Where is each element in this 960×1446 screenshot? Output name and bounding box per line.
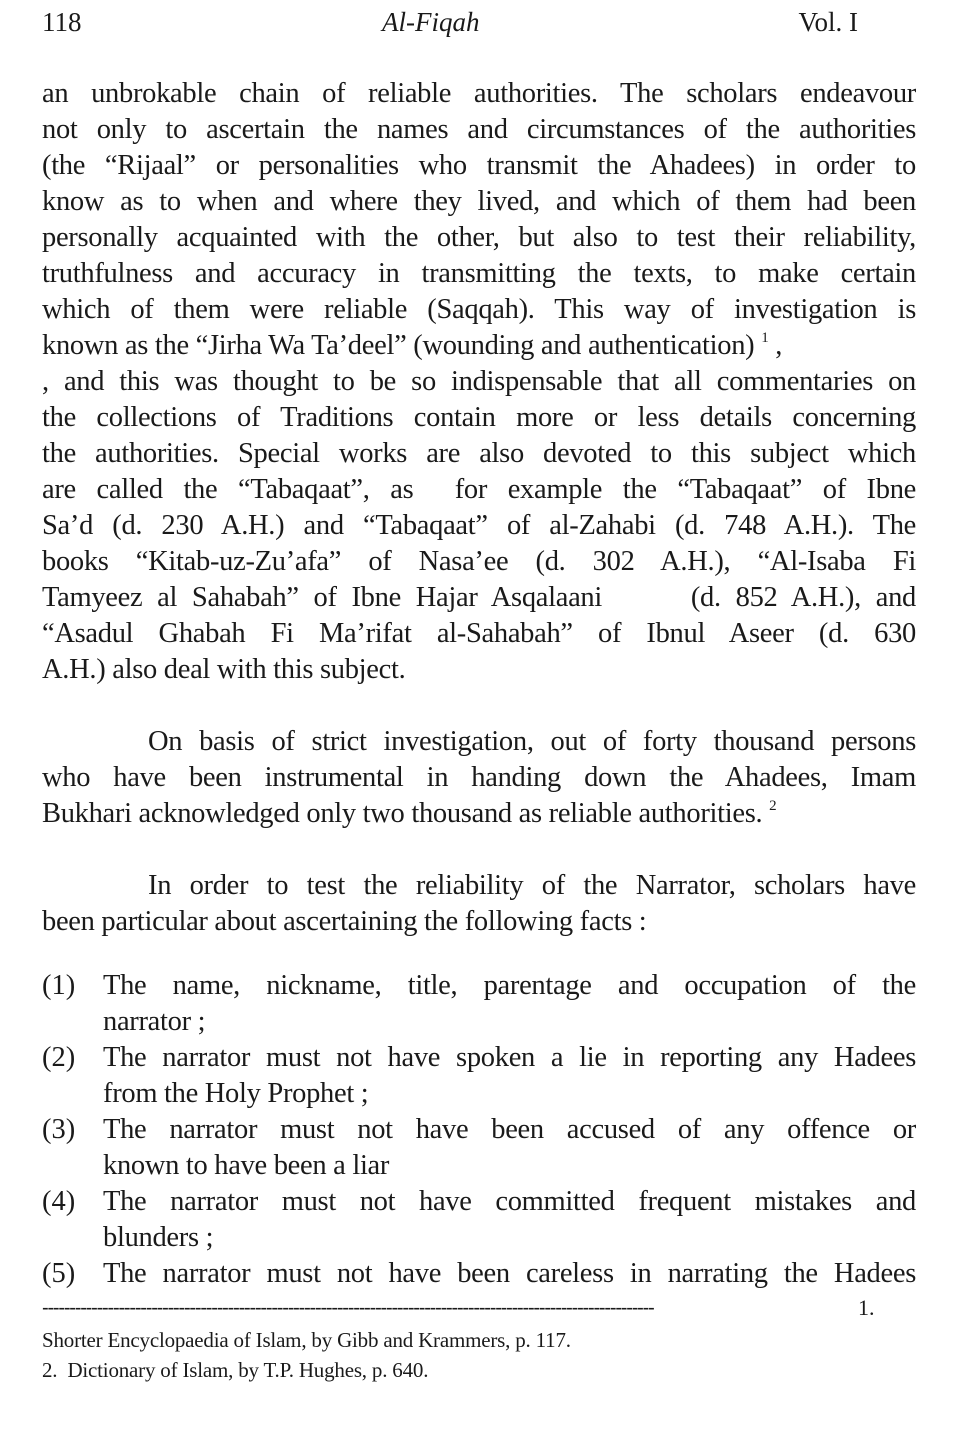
list-text: The name, nickname, title, parentage and occupation of the [103,970,916,1001]
book-title: Al-Fiqah [382,7,480,37]
list-text: blunders ; [103,1222,214,1253]
punctuation: , [775,330,783,361]
text-line: , and this was thought to be so indispensable that all commentaries on [42,366,916,397]
list-text: The narrator must not have been accused of any offence or [103,1114,916,1145]
list-text: The narrator must not have committed frequent mistakes and [103,1186,916,1217]
text-line: personally acquainted with the other, but also to test their reliability, [42,222,916,253]
footnote-item: Shorter Encyclopaedia of Islam, by Gibb and Krammers, p. 117. [42,1328,571,1352]
text-line: an unbrokable chain of reliable authorities. The scholars endeavour [42,78,916,109]
text-line: which of them were reliable (Saqqah). This way of investigation is [42,294,916,325]
page-number: 118 [42,7,82,37]
running-header [42,2,858,42]
list-text: The narrator must not have been careless in narrating the Hadees [103,1258,916,1289]
footnote-separator: ---------------------------------------------------------------------------------------------------------------- [42,1297,654,1319]
text-line: who have been instrumental in handing down the Ahadees, Imam [42,762,916,793]
list-number: (3) [42,1114,76,1145]
list-number: (2) [42,1042,76,1073]
volume-label: Vol. I [798,7,858,37]
list-number: (1) [42,970,76,1001]
text-line: (the “Rijaal” or personalities who transmit the Ahadees) in order to [42,150,916,181]
footnote-ref: 2 [769,798,777,814]
text-line: books “Kitab-uz-Zu’afa” of Nasa’ee (d. 302 A.H.), “Al-Isaba Fi [42,546,916,577]
text-line: are called the “Tabaqaat”, as for example the “Tabaqaat” of Ibne [42,474,916,505]
footnote-item: 2. Dictionary of Islam, by T.P. Hughes, p. 640. [42,1358,429,1382]
text-line: Bukhari acknowledged only two thousand as reliable authorities. [42,798,763,829]
text-line: not only to ascertain the names and circumstances of the authorities [42,114,916,145]
text-line: “Asadul Ghabah Fi Ma’rifat al-Sahabah” of Ibnul Aseer (d. 630 [42,618,916,649]
list-text: known to have been a liar [103,1150,390,1181]
text-line: Sa’d (d. 230 A.H.) and “Tabaqaat” of al-Zahabi (d. 748 A.H.). The [42,510,916,541]
text-line: On basis of strict investigation, out of forty thousand persons [148,726,916,757]
text-line: the collections of Traditions contain more or less details concerning [42,402,916,433]
text-line: A.H.) also deal with this subject. [42,654,406,685]
footnote-ref: 1 [761,330,769,346]
list-number: (5) [42,1258,76,1289]
text-line-with-footnote [42,796,776,832]
text-line: In order to test the reliability of the Narrator, scholars have [148,870,916,901]
text-line: known as the “Jirha Wa Ta’deel” (wounding and authentication) [42,330,755,361]
text-line: Tamyeez al Sahabah” of Ibne Hajar Asqalaani (d. 852 A.H.), and [42,582,916,613]
list-text: The narrator must not have spoken a lie in reporting any Hadees [103,1042,916,1073]
text-line: the authorities. Special works are also devoted to this subject which [42,438,916,469]
text-line: been particular about ascertaining the following facts : [42,906,647,937]
text-line: know as to when and where they lived, and which of them had been [42,186,916,217]
footnote-marker: 1. [858,1295,875,1320]
list-text: narrator ; [103,1006,206,1037]
list-number: (4) [42,1186,76,1217]
text-line: truthfulness and accuracy in transmitting the texts, to make certain [42,258,916,289]
text-line-with-footnote [42,328,782,364]
list-text: from the Holy Prophet ; [103,1078,369,1109]
